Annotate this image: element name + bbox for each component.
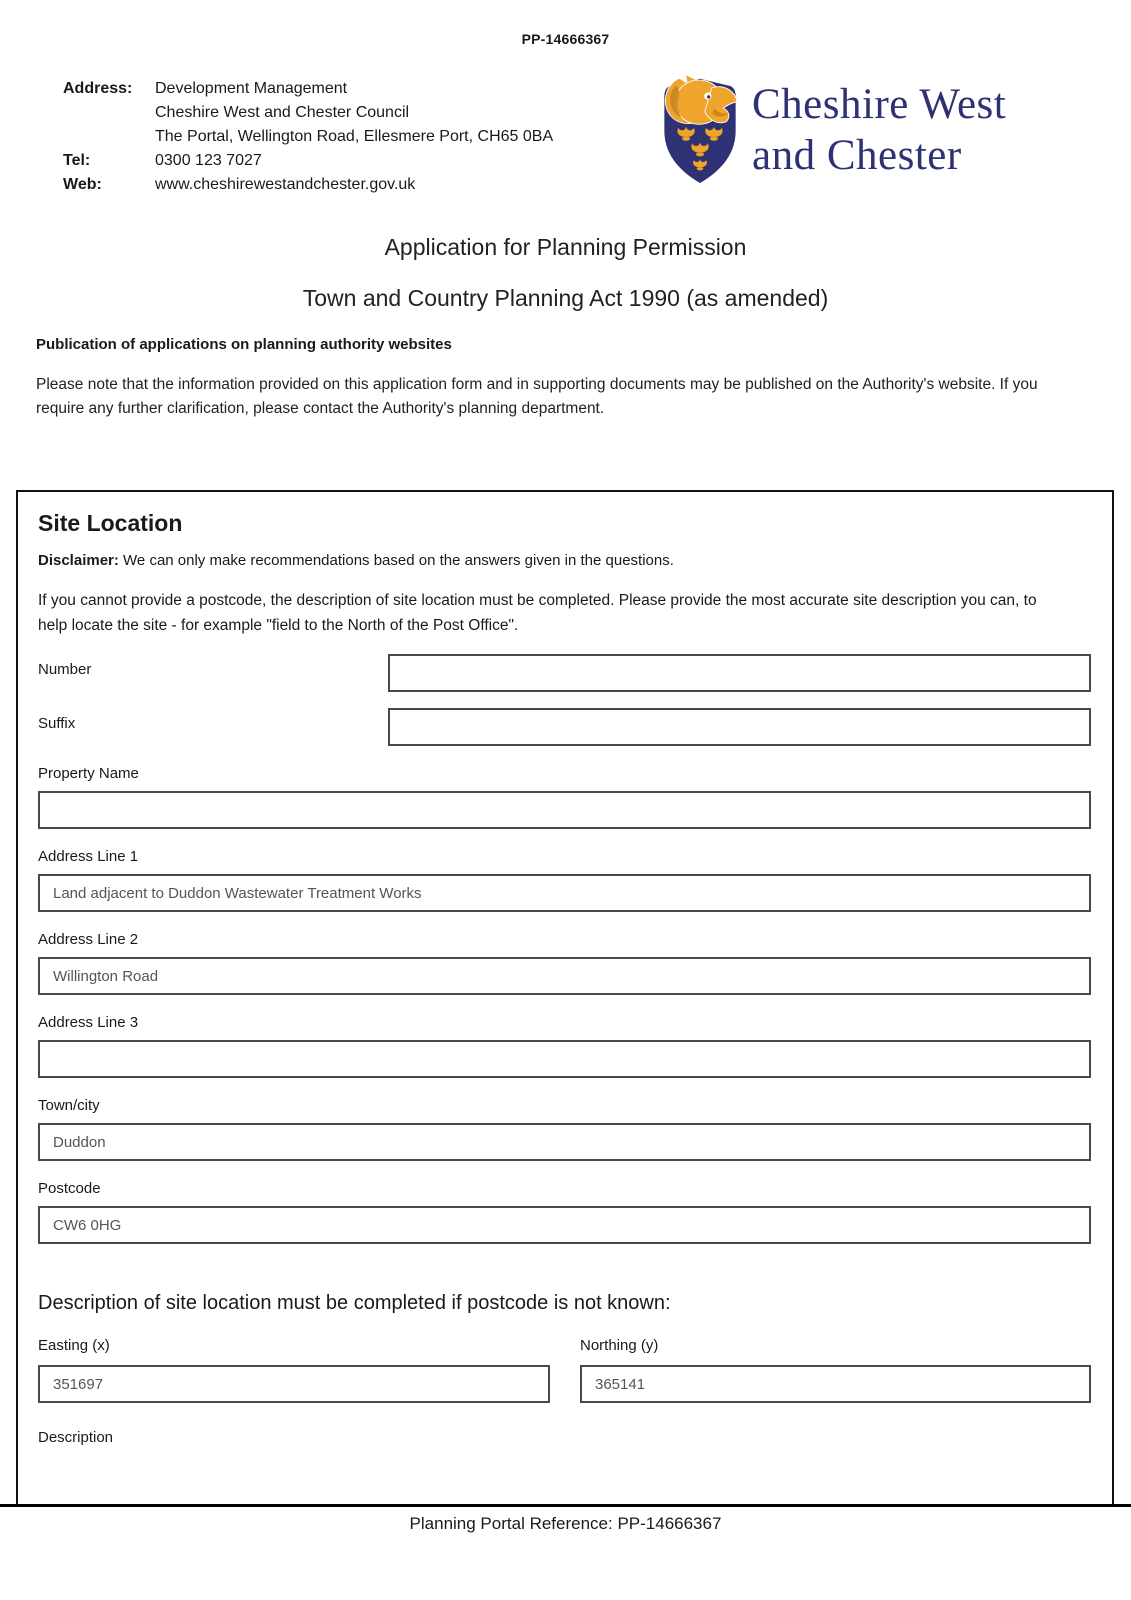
address-line-3-input[interactable] [38,1040,1091,1078]
logo-line-1: Cheshire West [752,81,1007,128]
northing-field [580,1337,1091,1403]
number-input[interactable] [388,654,1091,692]
number-label: Number [38,661,92,678]
address-label: Address: [63,80,133,97]
disclaimer-body: We can only make recommendations based on the answers given in the questions. [118,552,674,569]
property-name-label: Property Name [38,765,139,782]
council-logo [660,66,1006,194]
town-city-input[interactable] [38,1123,1091,1161]
site-location-intro: If you cannot provide a postcode, the description of site location must be completed. Please provide the most accurate site description you can, to help locate the site - for example "field to the North of the Post Office". [38,592,1037,634]
web-label: Web: [63,176,102,193]
publication-body: Please note that the information provided on this application form and in supporting documents may be published on the Authority's website. If you require any further clarification, please contact the Authority's planning department. [36,376,1038,417]
publication-heading: Publication of applications on planning authority websites [36,336,452,353]
tel-value: 0300 123 7027 [155,152,262,169]
council-crest-icon [660,66,740,194]
address-line: Development Management [155,80,348,97]
contact-row [63,77,553,101]
postcode-label: Postcode [38,1180,101,1197]
disclaimer-label: Disclaimer: [38,552,119,569]
address-line-2-label: Address Line 2 [38,931,139,948]
council-logo-wordmark [752,79,1006,181]
address-line: The Portal, Wellington Road, Ellesmere Port, CH65 0BA [155,128,554,145]
contact-row [63,101,553,125]
easting-field [38,1337,550,1403]
postcode-input[interactable] [38,1206,1091,1244]
town-city-label: Town/city [38,1097,100,1114]
address-line-1-input[interactable] [38,874,1091,912]
suffix-label: Suffix [38,715,76,732]
address-line: Cheshire West and Chester Council [155,104,410,121]
easting-label: Easting (x) [38,1337,110,1354]
description-requirement-heading: Description of site location must be completed if postcode is not known: [38,1292,671,1314]
easting-input[interactable] [38,1365,550,1403]
address-line-3-field [38,1014,1091,1078]
northing-label: Northing (y) [580,1337,659,1354]
number-field-row [38,654,1091,692]
document-subtitle: Town and Country Planning Act 1990 (as amended) [302,285,829,311]
address-line-1-label: Address Line 1 [38,848,139,865]
property-name-field [38,765,1091,829]
tel-label: Tel: [63,152,91,169]
address-line-3-label: Address Line 3 [38,1014,139,1031]
town-city-field [38,1097,1091,1161]
address-label-spacer [63,125,155,149]
page-break-divider [0,1504,1131,1507]
address-label-spacer [63,101,155,125]
pp-reference-number: PP-14666367 [521,31,610,47]
description-label: Description [38,1429,114,1446]
coordinates-row [38,1337,1091,1403]
document-title: Application for Planning Permission [384,234,747,260]
disclaimer-text [38,552,1091,569]
contact-row [63,125,553,149]
suffix-input[interactable] [388,708,1091,746]
address-line-2-field [38,931,1091,995]
web-value: www.cheshirewestandchester.gov.uk [155,176,416,193]
planning-portal-reference-footer: Planning Portal Reference: PP-14666367 [409,1514,722,1533]
council-contact-block [63,77,553,197]
northing-input[interactable] [580,1365,1091,1403]
logo-line-2: and Chester [752,132,962,179]
site-location-section [16,490,1114,1504]
contact-row [63,149,553,173]
contact-row [63,173,553,197]
postcode-field [38,1180,1091,1244]
address-line-2-input[interactable] [38,957,1091,995]
site-location-heading: Site Location [38,510,183,536]
property-name-input[interactable] [38,791,1091,829]
suffix-field-row [38,708,1091,746]
address-line-1-field [38,848,1091,912]
